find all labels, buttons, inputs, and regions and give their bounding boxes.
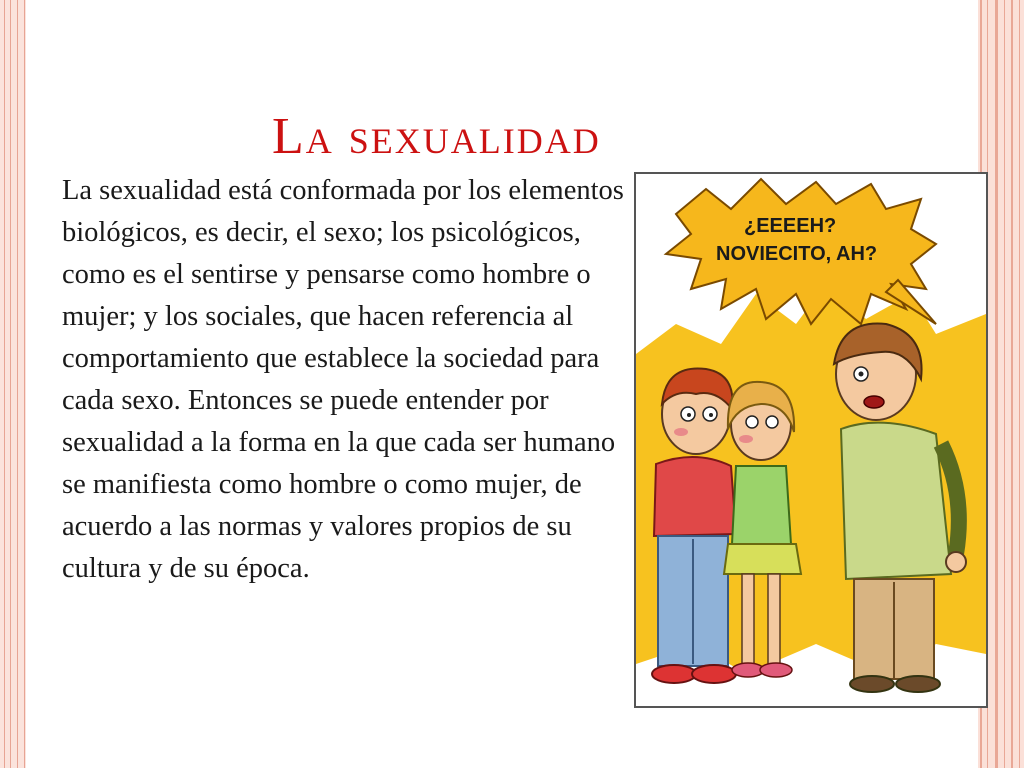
boy-figure	[652, 368, 736, 683]
speech-bubble	[666, 179, 936, 324]
bubble-line-1: ¿EEEEH?	[744, 215, 837, 237]
left-decorative-border	[0, 0, 26, 768]
slide-title: La sexualidad	[272, 107, 601, 165]
cartoon-illustration	[634, 172, 988, 708]
bubble-line-2: NOVIECITO, AH?	[716, 243, 878, 265]
cartoon-svg	[636, 174, 986, 706]
slide-body-text: La sexualidad está conformada por los elementos biológicos, es decir, el sexo; los psicológicos, como es el sentirse y pensarse como hombre o mujer; y los sociales, que hacen referencia al comportamiento que establece la sociedad para cada sexo. Entonces se puede entender por sexualidad a la forma en la que cada ser humano se manifiesta como hombre o como mujer, de acuerdo a las normas y valores propios de su cultura y de su época.	[62, 175, 624, 584]
